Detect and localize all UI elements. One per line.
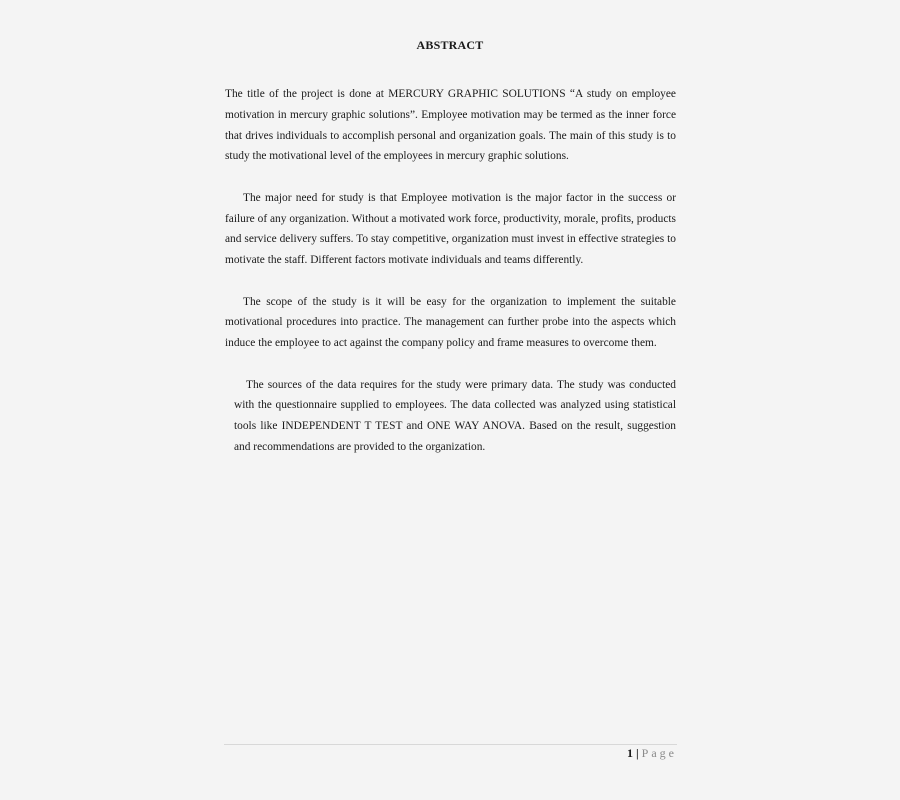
page-label: Page bbox=[641, 746, 677, 760]
page-footer bbox=[224, 746, 677, 761]
paragraph-3: The scope of the study is it will be easy for the organization to implement the suitable motivational procedures into practice. The management can further probe into the aspects which induce the employee to act against the company policy and frame measures to overcome them. bbox=[225, 295, 676, 350]
paragraph-2: The major need for study is that Employee motivation is the major factor in the success or failure of any organization. Without a motivated work force, productivity, morale, profits, products and service delivery suffers. To stay competitive, organization must invest in effective strategies to motivate the staff. Different factors motivate individuals and teams differently. bbox=[225, 191, 676, 267]
page-title: ABSTRACT bbox=[416, 38, 484, 52]
page-separator: | bbox=[636, 746, 639, 760]
paragraph-1: The title of the project is done at MERCURY GRAPHIC SOLUTIONS “A study on employee motivation in mercury graphic solutions”. Employee motivation may be termed as the inner force that drives individuals to accomplish personal and organization goals. The main of this study is to study the motivational level of the employees in mercury graphic solutions. bbox=[225, 88, 676, 163]
footer-divider bbox=[224, 744, 677, 745]
page-number: 1 bbox=[627, 746, 634, 760]
abstract-body bbox=[225, 84, 676, 458]
paragraph-4: The sources of the data requires for the study were primary data. The study was conducted with the questionnaire supplied to employees. The data collected was analyzed using statistical tools like INDEPENDENT T TEST and ONE WAY ANOVA. Based on the result, suggestion and recommendations are provided to the organization. bbox=[234, 378, 676, 453]
